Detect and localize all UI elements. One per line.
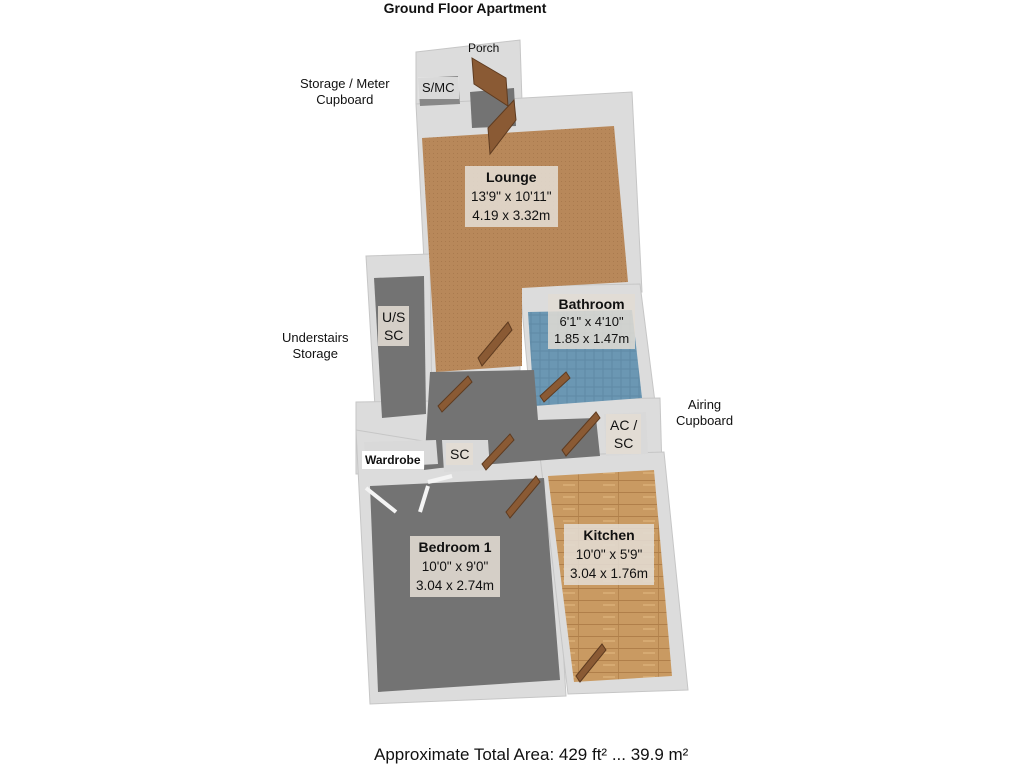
understairs-line2: Storage	[292, 346, 338, 361]
wardrobe-label: Wardrobe	[362, 451, 424, 469]
airing-line2: Cupboard	[676, 413, 734, 428]
porch-label: Porch	[468, 41, 500, 55]
storage-line1: Storage / Meter	[300, 76, 390, 91]
kitchen-imperial: 10'0" x 5'9"	[575, 547, 643, 562]
ac-sc-label	[606, 414, 641, 454]
us-sc-label	[378, 306, 409, 346]
ac-label: AC /	[610, 417, 638, 433]
bedroom-name: Bedroom 1	[418, 539, 492, 555]
plan-title: Ground Floor Apartment	[383, 0, 547, 16]
sc-label: SC	[446, 443, 473, 465]
us-label: U/S	[382, 309, 406, 325]
understairs-storage-label	[282, 330, 348, 362]
bathroom-imperial: 6'1" x 4'10"	[559, 314, 624, 329]
ac-sc-text: SC	[613, 435, 634, 451]
understairs-floor	[374, 276, 426, 418]
kitchen-label	[564, 524, 654, 585]
storage-meter-cupboard-label	[300, 76, 390, 108]
airing-cupboard-label	[676, 397, 733, 429]
us-sc-text: SC	[383, 327, 404, 343]
lounge-metric: 4.19 x 3.32m	[472, 208, 551, 223]
lounge-imperial: 13'9" x 10'11"	[471, 189, 552, 204]
bedroom-imperial: 10'0" x 9'0"	[421, 559, 489, 574]
bathroom-name: Bathroom	[558, 296, 625, 312]
bedroom-metric: 3.04 x 2.74m	[416, 578, 495, 593]
storage-line2: Cupboard	[316, 92, 374, 107]
total-area: Approximate Total Area: 429 ft² ... 39.9 m²	[374, 745, 689, 764]
kitchen-name: Kitchen	[583, 527, 635, 543]
bedroom-label	[410, 536, 500, 597]
understairs-line1: Understairs	[282, 330, 349, 345]
lounge-name: Lounge	[486, 169, 537, 185]
airing-line1: Airing	[687, 397, 722, 412]
smc-label: S/MC	[418, 77, 459, 99]
bathroom-label	[548, 294, 635, 349]
bathroom-metric: 1.85 x 1.47m	[554, 331, 630, 346]
kitchen-metric: 3.04 x 1.76m	[570, 566, 649, 581]
lounge-label	[465, 166, 558, 227]
